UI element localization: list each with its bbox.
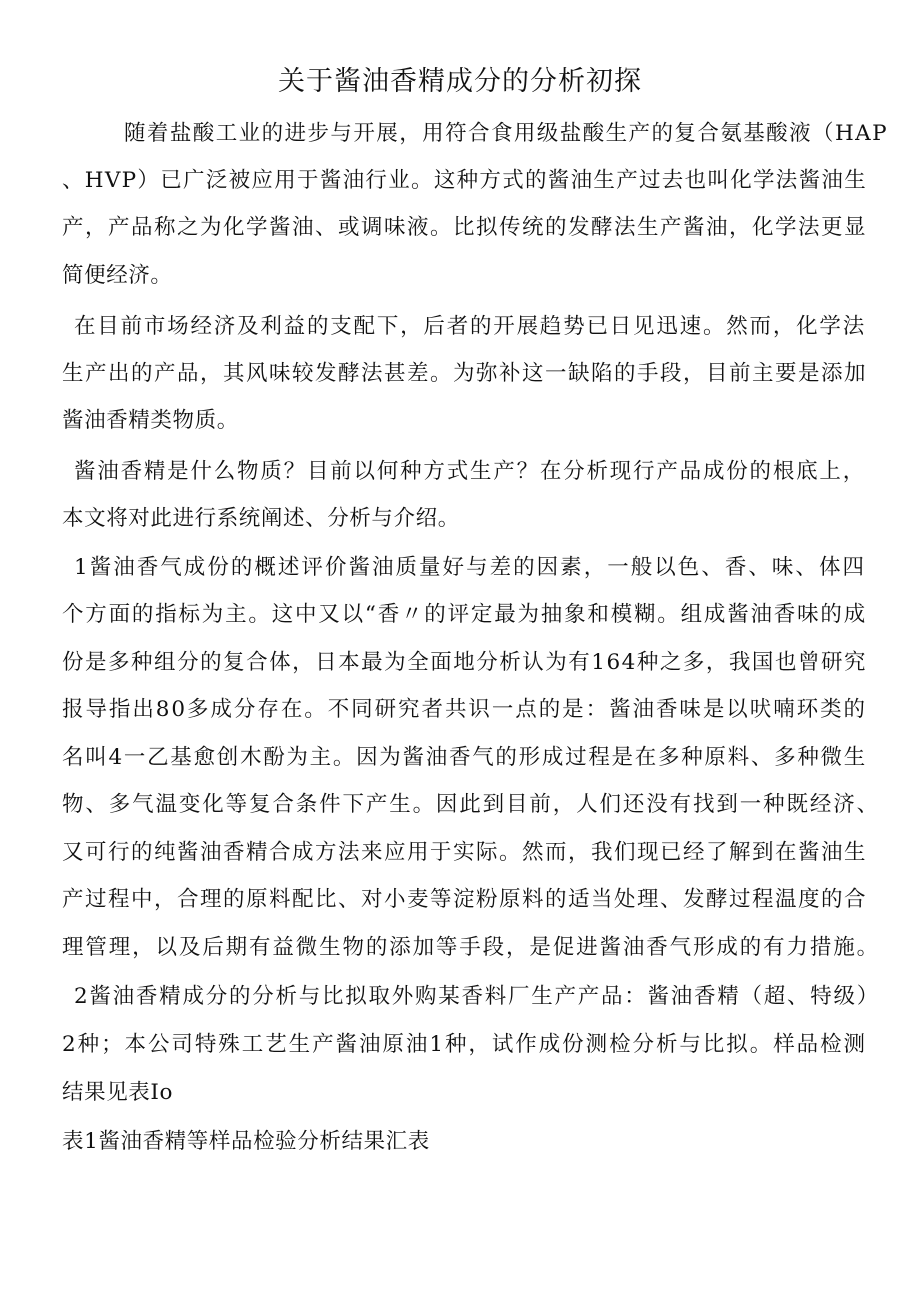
paragraph-line: 个方面的指标为主。这中又以“香〃的评定最为抽象和模糊。组成酱油香味的成 <box>62 602 867 627</box>
paragraph-line: 随着盐酸工业的进步与开展，用符合食用级盐酸生产的复合氨基酸液（HAP <box>124 121 888 146</box>
paragraph-line: 产，产品称之为化学酱油、或调味液。比拟传统的发酵法生产酱油，化学法更显 <box>62 215 867 240</box>
document-title: 关于酱油香精成分的分析初探 <box>278 66 642 97</box>
paragraph-line: 名叫4一乙基愈创木酚为主。因为酱油香气的形成过程是在多种原料、多种微生 <box>62 745 867 770</box>
paragraph-line: 又可行的纯酱油香精合成方法来应用于实际。然而，我们现已经了解到在酱油生 <box>62 840 867 865</box>
paragraph-line: 结果见表Io <box>62 1080 174 1105</box>
paragraph-line: 、HVP）已广泛被应用于酱油行业。这种方式的酱油生产过去也叫化学法酱油生 <box>62 168 867 193</box>
paragraph-line: 2酱油香精成分的分析与比拟取外购某香料厂生产产品：酱油香精（超、特级） <box>74 984 880 1009</box>
paragraph-line: 酱油香精是什么物质？目前以何种方式生产？在分析现行产品成份的根底上， <box>74 459 866 484</box>
paragraph-line: 2种；本公司特殊工艺生产酱油原油1种，试作成份测检分析与比拟。样品检测 <box>62 1032 867 1057</box>
paragraph-line: 酱油香精类物质。 <box>62 408 239 433</box>
table-caption: 表1酱油香精等样品检验分析结果汇表 <box>62 1129 430 1154</box>
paragraph-line: 报导指出80多成分存在。不同研究者共识一点的是：酱油香味是以吠喃环类的 <box>62 697 867 722</box>
paragraph-line: 生产出的产品，其风味较发酵法甚差。为弥补这一缺陷的手段，目前主要是添加 <box>62 361 867 386</box>
paragraph-line: 物、多气温变化等复合条件下产生。因此到目前，人们还没有找到一种既经济、 <box>62 792 880 817</box>
paragraph-line: 本文将对此进行系统阐述、分析与介绍。 <box>62 506 460 531</box>
paragraph-line: 产过程中，合理的原料配比、对小麦等淀粉原料的适当处理、发酵过程温度的合 <box>62 887 867 912</box>
paragraph-line: 在目前市场经济及利益的支配下，后者的开展趋势已日见迅速。然而，化学法 <box>74 314 866 339</box>
paragraph-line: 理管理，以及后期有益微生物的添加等手段，是促进酱油香气形成的有力措施。 <box>62 935 880 960</box>
paragraph-line: 简便经济。 <box>62 263 173 288</box>
paragraph-line: 1酱油香气成份的概述评价酱油质量好与差的因素，一般以色、香、味、体四 <box>74 555 866 580</box>
paragraph-line: 份是多种组分的复合体，日本最为全面地分析认为有164种之多，我国也曾研究 <box>62 650 867 675</box>
